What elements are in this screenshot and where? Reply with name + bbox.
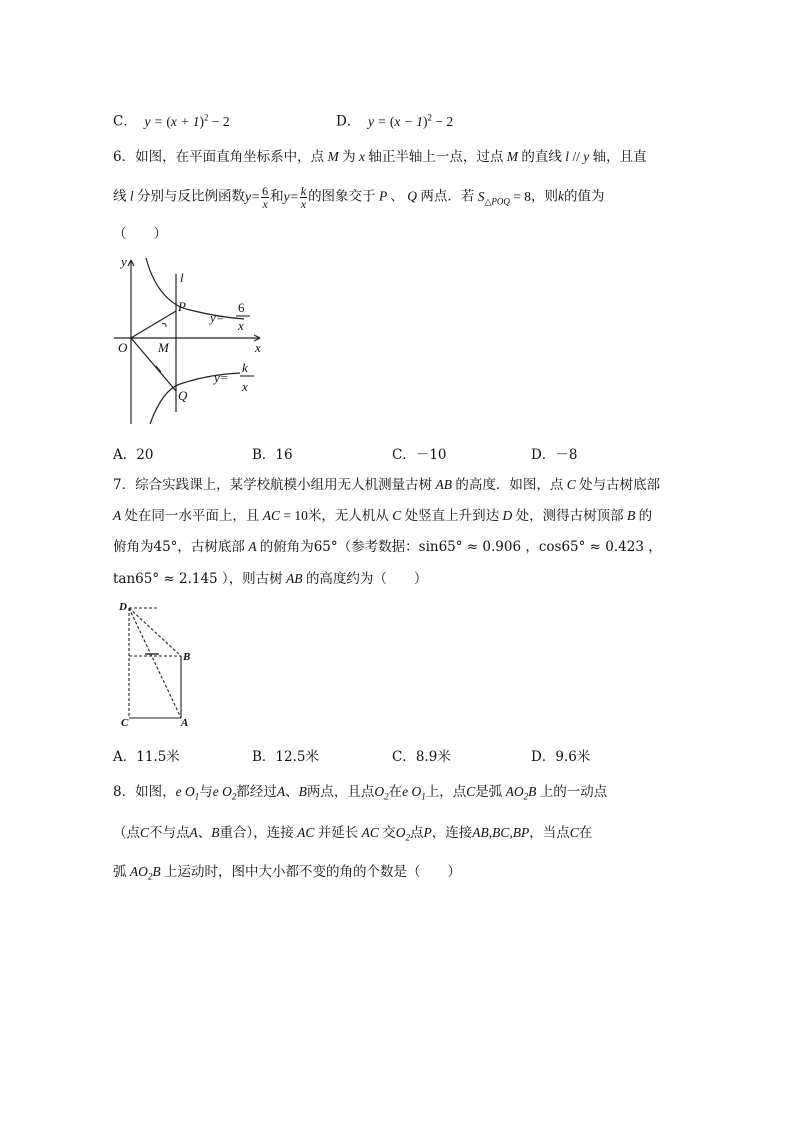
sight-line-DB: [129, 608, 181, 656]
q8-text: 重合），连接: [219, 825, 294, 841]
option-value: －8: [555, 447, 578, 463]
q7-text: 处在同一水平面上，且: [124, 508, 260, 524]
q8-text: 并延长: [317, 825, 359, 841]
math-A: A: [276, 784, 286, 799]
math-M: M: [324, 149, 343, 164]
q8-text: 交: [382, 825, 396, 841]
q7-text: 处竖直上升到达: [404, 508, 500, 524]
q6-text: 如图，在平面直角坐标系中，点: [135, 149, 325, 165]
q8-number: 8．: [113, 784, 136, 800]
q6-number: 6．: [113, 149, 136, 165]
curve2-label: y=: [214, 370, 229, 385]
q6-text: 的图象交于: [308, 188, 376, 205]
q5-option-d-label: D．: [336, 113, 361, 130]
label-y: y: [121, 254, 127, 269]
q7-text: 俯角为45°，古树底部: [113, 539, 245, 555]
q8-stem-line-3: [113, 862, 461, 887]
q6-option-d: [531, 443, 577, 463]
q5-option-c-formula: $y = (x + 1)^2 - 2$: [141, 112, 230, 129]
math-C: C: [569, 825, 579, 840]
q6-stem-line-2: [113, 185, 605, 211]
q6-text: 的直线: [521, 149, 562, 165]
curve1-label: y=: [210, 310, 225, 325]
q7-text: 处，测得古树顶部: [515, 508, 624, 524]
math-Q: Q: [403, 188, 421, 204]
math-A: A: [189, 825, 198, 840]
q7-text: ，则古树: [228, 571, 283, 587]
math-circle-O1: e $O_1$: [402, 784, 426, 802]
math-AC: AC: [293, 825, 318, 840]
q8-text: ，当点: [529, 825, 570, 841]
q7-text: 米，无人机从: [307, 508, 389, 524]
q7-ref-data-sin-cos: sin65° ≈ 0.906 ，cos65° ≈ 0.423 ，: [418, 539, 662, 555]
option-label: C．: [392, 447, 416, 463]
math-AB-BC-BP: AB,BC,BP: [472, 825, 530, 840]
math-AO2B: $AO_2B$: [502, 784, 540, 802]
option-label: A．: [113, 749, 137, 765]
label-Q: Q: [178, 388, 188, 403]
label-D: D: [119, 601, 127, 613]
q6-text: 两点．若: [420, 188, 475, 205]
math-P: P: [423, 825, 432, 840]
q5-option-c: [113, 107, 230, 132]
q8-text: 在: [388, 784, 403, 800]
math-M: M: [503, 149, 522, 164]
q8-text: 弧: [113, 864, 127, 880]
math-AC: AC: [358, 825, 383, 840]
label-x: x: [255, 340, 261, 355]
q6-text: 轴，且直: [592, 149, 647, 165]
q8-text: 、: [285, 784, 299, 800]
option-value: －10: [415, 447, 447, 463]
q8-text: 在: [578, 825, 593, 841]
q7-text: 的高度约为（ ）: [305, 571, 428, 587]
q6-text: 轴正半轴上一点，过点: [368, 149, 504, 165]
math-C: C: [563, 477, 580, 492]
q7-text: 的高度．如图，点: [455, 477, 564, 493]
q7-option-a: [113, 745, 180, 765]
q6-option-c: [392, 443, 447, 463]
math-D: D: [499, 508, 516, 523]
q8-text: ，连接: [431, 825, 473, 841]
q7-stem-line-4: [113, 569, 427, 589]
math-y-k-over-x: y= $\frac{k}{x}$: [283, 184, 307, 211]
option-label: D．: [531, 447, 556, 463]
q8-stem-line-2: [113, 823, 592, 848]
mark-arrow-op: [162, 323, 166, 327]
math-x: x: [355, 149, 369, 164]
option-label: A．: [113, 447, 137, 463]
math-B: B: [623, 508, 639, 523]
q6-text: 的值为: [564, 188, 605, 205]
math-area-POQ: $S_{\triangle POQ} = 8$: [474, 188, 531, 207]
math-k: k: [558, 188, 564, 204]
label-O: O: [118, 340, 128, 355]
q5-option-d-formula: $y = (x - 1)^2 - 2$: [364, 112, 454, 129]
math-O2: $O_2$: [395, 825, 411, 843]
q8-text: 、: [197, 825, 212, 841]
q6-option-b: [252, 443, 293, 463]
option-value: 8.9米: [415, 749, 451, 765]
math-AC-10: AC = 10: [259, 508, 308, 523]
q7-figure: [115, 598, 205, 730]
option-value: 9.6米: [555, 749, 591, 765]
option-label: B．: [252, 447, 276, 463]
q7-text: 综合实践课上，某学校航模小组用无人机测量古树: [135, 477, 433, 493]
sight-line-DA: [129, 608, 181, 718]
option-label: C．: [392, 749, 416, 765]
q8-text: 点: [410, 825, 424, 841]
math-l-parallel-y: l // y: [561, 149, 593, 164]
q6-text: 和: [270, 188, 284, 205]
label-C: C: [121, 717, 129, 729]
math-P: P: [375, 188, 391, 204]
q8-text: 与: [199, 784, 213, 800]
q7-text: 的: [638, 508, 653, 524]
q8-text: 上的一动点: [539, 784, 608, 800]
math-y-6-over-x: y= $\frac{6}{x}$: [245, 184, 269, 211]
option-label: D．: [531, 749, 556, 765]
q7-option-b: [252, 745, 319, 765]
math-C: C: [388, 508, 405, 523]
curve2-num: k: [242, 360, 248, 375]
q8-text: 上运动时，图中大小都不变的角的个数是（ ）: [164, 864, 461, 880]
q7-option-c: [392, 745, 451, 765]
q6-stem-line-1: [113, 147, 647, 167]
q7-text: 处与古树底部: [579, 477, 661, 493]
q7-number: 7．: [113, 477, 136, 493]
q7-stem-line-3: [113, 537, 662, 557]
q6-figure: [110, 252, 280, 430]
math-AB: AB: [282, 571, 306, 586]
math-AB: AB: [432, 477, 456, 492]
q8-text: 两点，且点: [306, 784, 375, 800]
q6-text: 、: [390, 188, 404, 205]
label-B: B: [183, 651, 191, 663]
curve2-den: x: [242, 379, 248, 394]
q5-option-c-label: C．: [113, 113, 137, 130]
math-AO2B: $AO_2B$: [126, 864, 164, 882]
q7-stem-line-2: [113, 506, 652, 526]
curve-6-over-x: [146, 258, 244, 319]
math-A: A: [244, 539, 260, 554]
label-P: P: [178, 299, 186, 314]
math-C: C: [140, 825, 150, 840]
q6-option-a: [113, 443, 153, 463]
q7-stem-line-1: [113, 475, 660, 495]
q8-text: 如图，: [135, 784, 176, 800]
option-value: 20: [136, 447, 154, 463]
option-value: 16: [275, 447, 293, 463]
curve1-den: x: [238, 318, 244, 333]
segment-OP: [131, 311, 176, 338]
math-A: A: [113, 508, 125, 523]
q6-text: 线: [113, 188, 127, 205]
q8-text: （点: [113, 825, 140, 841]
q6-text: 为: [342, 149, 356, 165]
option-value: 12.5米: [275, 749, 319, 765]
q6-text: 分别与反比例函数: [137, 188, 246, 205]
q7-ref-data-tan: tan65° ≈ 2.145 ）: [113, 571, 229, 587]
segment-OQ: [131, 338, 176, 391]
q8-text: 不与点: [149, 825, 190, 841]
q5-option-d: [336, 107, 453, 132]
curve1-num: 6: [238, 300, 245, 315]
q7-option-d: [531, 745, 590, 765]
q8-stem-line-1: [113, 782, 607, 807]
label-l: l: [180, 270, 184, 285]
q6-text: ，则: [531, 188, 558, 205]
q8-text: 上，点: [425, 784, 467, 800]
label-A: A: [181, 717, 189, 729]
option-label: B．: [252, 749, 276, 765]
label-M: M: [158, 340, 169, 355]
math-l: l: [126, 188, 138, 204]
math-B: B: [211, 825, 220, 840]
option-value: 11.5米: [136, 749, 180, 765]
q8-text: 都经过: [236, 784, 277, 800]
q6-answer-paren: （ ）: [113, 226, 167, 242]
math-circle-O1: e $O_1$: [175, 784, 200, 802]
q7-text: 的俯角为65°（参考数据：: [259, 539, 419, 555]
q8-text: 是弧: [475, 784, 503, 800]
math-C: C: [466, 784, 476, 799]
math-circle-O2: e $O_2$: [212, 784, 237, 802]
math-B: B: [298, 784, 307, 799]
math-O2: $O_2$: [374, 784, 389, 802]
